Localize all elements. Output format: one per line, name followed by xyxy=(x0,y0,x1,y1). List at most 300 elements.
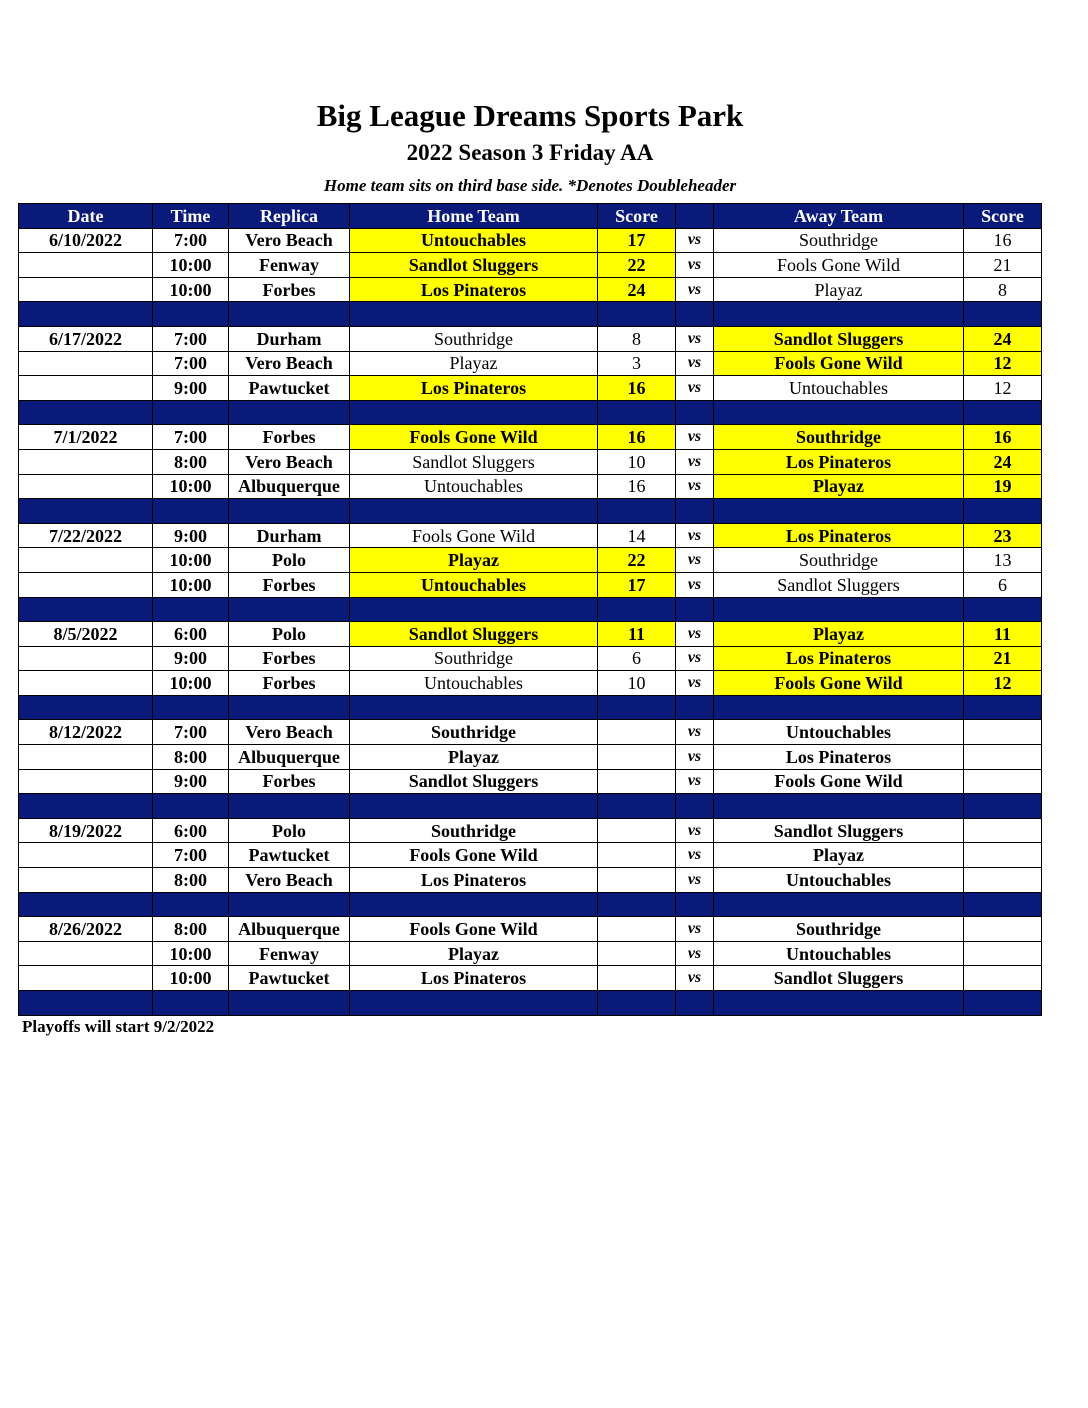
game-replica: Forbes xyxy=(229,425,350,450)
home-score: 10 xyxy=(598,449,676,474)
page-title: Big League Dreams Sports Park xyxy=(316,98,744,133)
game-replica: Vero Beach xyxy=(229,868,350,893)
table-row xyxy=(19,769,1042,794)
schedule-table xyxy=(18,203,1042,1016)
away-team: Playaz xyxy=(714,843,964,868)
away-team: Fools Gone Wild xyxy=(714,253,964,278)
separator-cell xyxy=(229,597,350,622)
page-subtitle: 2022 Season 3 Friday AA xyxy=(406,140,654,165)
separator-cell xyxy=(676,695,714,720)
game-time: 7:00 xyxy=(153,425,229,450)
vs-label: vs xyxy=(676,966,714,991)
away-team: Untouchables xyxy=(714,941,964,966)
vs-label: vs xyxy=(676,277,714,302)
separator-cell xyxy=(598,991,676,1016)
header-date: Date xyxy=(19,204,153,229)
home-team: Southridge xyxy=(350,326,598,351)
home-score xyxy=(598,720,676,745)
game-date: 7/22/2022 xyxy=(19,523,153,548)
separator-cell xyxy=(964,400,1042,425)
away-team: Untouchables xyxy=(714,376,964,401)
vs-label: vs xyxy=(676,818,714,843)
table-header-row xyxy=(19,204,1042,229)
separator-cell xyxy=(19,991,153,1016)
game-date xyxy=(19,548,153,573)
separator-cell xyxy=(350,400,598,425)
separator-cell xyxy=(714,400,964,425)
vs-label: vs xyxy=(676,646,714,671)
away-team: Southridge xyxy=(714,917,964,942)
table-row xyxy=(19,228,1042,253)
table-row xyxy=(19,277,1042,302)
away-team: Southridge xyxy=(714,425,964,450)
vs-label: vs xyxy=(676,917,714,942)
home-team: Playaz xyxy=(350,548,598,573)
game-replica: Pawtucket xyxy=(229,966,350,991)
separator-cell xyxy=(964,794,1042,819)
separator-cell xyxy=(598,892,676,917)
away-team: Sandlot Sluggers xyxy=(714,966,964,991)
away-score: 19 xyxy=(964,474,1042,499)
vs-label: vs xyxy=(676,326,714,351)
separator-cell xyxy=(153,499,229,524)
game-date: 6/10/2022 xyxy=(19,228,153,253)
away-team: Playaz xyxy=(714,277,964,302)
game-date: 6/17/2022 xyxy=(19,326,153,351)
separator-cell xyxy=(676,302,714,327)
separator-cell xyxy=(676,991,714,1016)
away-score: 21 xyxy=(964,253,1042,278)
vs-label: vs xyxy=(676,523,714,548)
home-team: Fools Gone Wild xyxy=(350,425,598,450)
table-row xyxy=(19,548,1042,573)
separator-cell xyxy=(714,695,964,720)
vs-label: vs xyxy=(676,474,714,499)
home-score: 11 xyxy=(598,622,676,647)
game-date xyxy=(19,277,153,302)
away-score: 12 xyxy=(964,671,1042,696)
away-score: 8 xyxy=(964,277,1042,302)
away-team: Fools Gone Wild xyxy=(714,351,964,376)
game-replica: Polo xyxy=(229,548,350,573)
separator-cell xyxy=(19,499,153,524)
table-row xyxy=(19,326,1042,351)
separator-cell xyxy=(598,400,676,425)
game-time: 10:00 xyxy=(153,474,229,499)
separator-cell xyxy=(714,597,964,622)
week-separator-row xyxy=(19,695,1042,720)
table-row xyxy=(19,253,1042,278)
game-time: 7:00 xyxy=(153,351,229,376)
home-team: Fools Gone Wild xyxy=(350,917,598,942)
game-date: 7/1/2022 xyxy=(19,425,153,450)
table-row xyxy=(19,966,1042,991)
game-time: 10:00 xyxy=(153,277,229,302)
game-time: 6:00 xyxy=(153,622,229,647)
game-date xyxy=(19,941,153,966)
vs-label: vs xyxy=(676,622,714,647)
home-team: Fools Gone Wild xyxy=(350,523,598,548)
week-separator-row xyxy=(19,302,1042,327)
week-separator-row xyxy=(19,400,1042,425)
home-team: Sandlot Sluggers xyxy=(350,622,598,647)
game-time: 7:00 xyxy=(153,720,229,745)
separator-cell xyxy=(964,302,1042,327)
separator-cell xyxy=(229,400,350,425)
separator-cell xyxy=(964,695,1042,720)
home-score xyxy=(598,818,676,843)
game-date xyxy=(19,646,153,671)
table-row xyxy=(19,425,1042,450)
home-team: Playaz xyxy=(350,351,598,376)
table-row xyxy=(19,868,1042,893)
home-score: 17 xyxy=(598,572,676,597)
game-time: 8:00 xyxy=(153,917,229,942)
separator-cell xyxy=(714,499,964,524)
separator-cell xyxy=(229,499,350,524)
away-score xyxy=(964,966,1042,991)
separator-cell xyxy=(598,695,676,720)
away-team: Southridge xyxy=(714,228,964,253)
game-time: 10:00 xyxy=(153,253,229,278)
vs-label: vs xyxy=(676,843,714,868)
away-score: 16 xyxy=(964,228,1042,253)
game-replica: Vero Beach xyxy=(229,351,350,376)
game-replica: Forbes xyxy=(229,277,350,302)
table-row xyxy=(19,572,1042,597)
away-team: Sandlot Sluggers xyxy=(714,326,964,351)
vs-label: vs xyxy=(676,941,714,966)
home-team: Playaz xyxy=(350,941,598,966)
home-score: 22 xyxy=(598,253,676,278)
away-score: 21 xyxy=(964,646,1042,671)
home-team: Southridge xyxy=(350,818,598,843)
separator-cell xyxy=(19,597,153,622)
game-date: 8/5/2022 xyxy=(19,622,153,647)
game-time: 10:00 xyxy=(153,941,229,966)
game-time: 9:00 xyxy=(153,523,229,548)
game-replica: Forbes xyxy=(229,572,350,597)
game-time: 9:00 xyxy=(153,769,229,794)
vs-label: vs xyxy=(676,572,714,597)
home-score: 14 xyxy=(598,523,676,548)
separator-cell xyxy=(350,794,598,819)
away-score xyxy=(964,818,1042,843)
home-score: 16 xyxy=(598,376,676,401)
header-home-score: Score xyxy=(598,204,676,229)
home-score xyxy=(598,769,676,794)
home-score: 16 xyxy=(598,474,676,499)
table-row xyxy=(19,622,1042,647)
home-score: 3 xyxy=(598,351,676,376)
header-away-score: Score xyxy=(964,204,1042,229)
table-row xyxy=(19,941,1042,966)
home-score: 16 xyxy=(598,425,676,450)
game-date xyxy=(19,868,153,893)
away-score: 12 xyxy=(964,376,1042,401)
vs-label: vs xyxy=(676,720,714,745)
separator-cell xyxy=(153,400,229,425)
separator-cell xyxy=(153,302,229,327)
vs-label: vs xyxy=(676,425,714,450)
table-row xyxy=(19,646,1042,671)
home-team: Untouchables xyxy=(350,474,598,499)
away-score: 6 xyxy=(964,572,1042,597)
game-time: 7:00 xyxy=(153,326,229,351)
vs-label: vs xyxy=(676,671,714,696)
separator-cell xyxy=(153,892,229,917)
separator-cell xyxy=(153,991,229,1016)
header-vs xyxy=(676,204,714,229)
separator-cell xyxy=(350,499,598,524)
playoffs-note: Playoffs will start 9/2/2022 xyxy=(22,1017,215,1036)
game-date xyxy=(19,376,153,401)
header-time: Time xyxy=(153,204,229,229)
table-row xyxy=(19,523,1042,548)
separator-cell xyxy=(229,794,350,819)
game-time: 10:00 xyxy=(153,966,229,991)
separator-cell xyxy=(714,302,964,327)
game-time: 7:00 xyxy=(153,843,229,868)
home-score: 22 xyxy=(598,548,676,573)
home-team: Sandlot Sluggers xyxy=(350,449,598,474)
home-score xyxy=(598,843,676,868)
game-replica: Albuquerque xyxy=(229,745,350,770)
separator-cell xyxy=(714,892,964,917)
game-replica: Durham xyxy=(229,326,350,351)
vs-label: vs xyxy=(676,745,714,770)
away-score xyxy=(964,868,1042,893)
game-date xyxy=(19,671,153,696)
vs-label: vs xyxy=(676,769,714,794)
separator-cell xyxy=(153,597,229,622)
home-team: Los Pinateros xyxy=(350,868,598,893)
separator-cell xyxy=(964,892,1042,917)
game-replica: Albuquerque xyxy=(229,917,350,942)
vs-label: vs xyxy=(676,449,714,474)
separator-cell xyxy=(676,794,714,819)
away-team: Sandlot Sluggers xyxy=(714,572,964,597)
home-score xyxy=(598,966,676,991)
away-score: 23 xyxy=(964,523,1042,548)
separator-cell xyxy=(350,695,598,720)
game-time: 8:00 xyxy=(153,745,229,770)
home-team: Sandlot Sluggers xyxy=(350,769,598,794)
game-time: 8:00 xyxy=(153,868,229,893)
separator-cell xyxy=(598,302,676,327)
table-row xyxy=(19,351,1042,376)
week-separator-row xyxy=(19,499,1042,524)
away-score: 24 xyxy=(964,449,1042,474)
away-score xyxy=(964,745,1042,770)
game-date xyxy=(19,474,153,499)
week-separator-row xyxy=(19,991,1042,1016)
separator-cell xyxy=(153,695,229,720)
game-date: 8/12/2022 xyxy=(19,720,153,745)
home-team: Los Pinateros xyxy=(350,966,598,991)
separator-cell xyxy=(350,892,598,917)
separator-cell xyxy=(598,794,676,819)
away-score: 16 xyxy=(964,425,1042,450)
game-replica: Forbes xyxy=(229,671,350,696)
game-time: 6:00 xyxy=(153,818,229,843)
away-score xyxy=(964,843,1042,868)
separator-cell xyxy=(676,892,714,917)
vs-label: vs xyxy=(676,548,714,573)
week-separator-row xyxy=(19,597,1042,622)
away-score xyxy=(964,941,1042,966)
table-row xyxy=(19,671,1042,696)
away-score: 11 xyxy=(964,622,1042,647)
game-date: 8/26/2022 xyxy=(19,917,153,942)
separator-cell xyxy=(19,794,153,819)
away-team: Los Pinateros xyxy=(714,646,964,671)
home-team: Southridge xyxy=(350,720,598,745)
separator-cell xyxy=(229,892,350,917)
home-team: Southridge xyxy=(350,646,598,671)
vs-label: vs xyxy=(676,376,714,401)
home-score: 24 xyxy=(598,277,676,302)
game-replica: Vero Beach xyxy=(229,228,350,253)
home-team: Fools Gone Wild xyxy=(350,843,598,868)
separator-cell xyxy=(19,302,153,327)
away-team: Untouchables xyxy=(714,720,964,745)
away-team: Southridge xyxy=(714,548,964,573)
vs-label: vs xyxy=(676,228,714,253)
game-date xyxy=(19,253,153,278)
home-team: Sandlot Sluggers xyxy=(350,253,598,278)
game-date xyxy=(19,745,153,770)
game-date xyxy=(19,449,153,474)
game-time: 9:00 xyxy=(153,646,229,671)
home-score: 17 xyxy=(598,228,676,253)
away-team: Playaz xyxy=(714,474,964,499)
home-score: 8 xyxy=(598,326,676,351)
home-team: Untouchables xyxy=(350,671,598,696)
separator-cell xyxy=(19,400,153,425)
away-team: Los Pinateros xyxy=(714,449,964,474)
game-replica: Polo xyxy=(229,818,350,843)
game-replica: Durham xyxy=(229,523,350,548)
home-score xyxy=(598,917,676,942)
separator-cell xyxy=(229,302,350,327)
table-row xyxy=(19,376,1042,401)
home-score xyxy=(598,868,676,893)
away-team: Playaz xyxy=(714,622,964,647)
game-replica: Forbes xyxy=(229,646,350,671)
game-replica: Vero Beach xyxy=(229,449,350,474)
separator-cell xyxy=(350,991,598,1016)
schedule-note: Home team sits on third base side. *Denotes Doubleheader xyxy=(323,176,737,195)
header-home-team: Home Team xyxy=(350,204,598,229)
away-team: Untouchables xyxy=(714,868,964,893)
game-time: 10:00 xyxy=(153,548,229,573)
home-team: Playaz xyxy=(350,745,598,770)
separator-cell xyxy=(350,302,598,327)
game-date xyxy=(19,843,153,868)
table-row xyxy=(19,917,1042,942)
schedule-body xyxy=(19,228,1042,1015)
away-score: 13 xyxy=(964,548,1042,573)
table-row xyxy=(19,449,1042,474)
home-team: Untouchables xyxy=(350,572,598,597)
game-time: 10:00 xyxy=(153,671,229,696)
home-score xyxy=(598,745,676,770)
game-date: 8/19/2022 xyxy=(19,818,153,843)
game-time: 8:00 xyxy=(153,449,229,474)
away-score: 24 xyxy=(964,326,1042,351)
separator-cell xyxy=(714,991,964,1016)
vs-label: vs xyxy=(676,253,714,278)
game-replica: Fenway xyxy=(229,253,350,278)
separator-cell xyxy=(19,695,153,720)
header-replica: Replica xyxy=(229,204,350,229)
away-team: Los Pinateros xyxy=(714,745,964,770)
week-separator-row xyxy=(19,892,1042,917)
game-replica: Vero Beach xyxy=(229,720,350,745)
home-score: 10 xyxy=(598,671,676,696)
away-score xyxy=(964,917,1042,942)
game-replica: Fenway xyxy=(229,941,350,966)
home-team: Untouchables xyxy=(350,228,598,253)
separator-cell xyxy=(598,597,676,622)
home-score xyxy=(598,941,676,966)
header-away-team: Away Team xyxy=(714,204,964,229)
separator-cell xyxy=(229,695,350,720)
separator-cell xyxy=(964,991,1042,1016)
game-time: 7:00 xyxy=(153,228,229,253)
separator-cell xyxy=(964,499,1042,524)
week-separator-row xyxy=(19,794,1042,819)
game-time: 9:00 xyxy=(153,376,229,401)
vs-label: vs xyxy=(676,868,714,893)
game-replica: Pawtucket xyxy=(229,843,350,868)
game-date xyxy=(19,351,153,376)
table-row xyxy=(19,843,1042,868)
separator-cell xyxy=(714,794,964,819)
table-row xyxy=(19,720,1042,745)
separator-cell xyxy=(153,794,229,819)
separator-cell xyxy=(229,991,350,1016)
game-replica: Forbes xyxy=(229,769,350,794)
away-team: Sandlot Sluggers xyxy=(714,818,964,843)
game-time: 10:00 xyxy=(153,572,229,597)
away-team: Fools Gone Wild xyxy=(714,769,964,794)
game-replica: Pawtucket xyxy=(229,376,350,401)
away-score xyxy=(964,769,1042,794)
table-row xyxy=(19,474,1042,499)
game-replica: Polo xyxy=(229,622,350,647)
game-date xyxy=(19,572,153,597)
away-team: Fools Gone Wild xyxy=(714,671,964,696)
separator-cell xyxy=(676,400,714,425)
away-score: 12 xyxy=(964,351,1042,376)
game-replica: Albuquerque xyxy=(229,474,350,499)
vs-label: vs xyxy=(676,351,714,376)
game-date xyxy=(19,769,153,794)
table-row xyxy=(19,745,1042,770)
home-score: 6 xyxy=(598,646,676,671)
separator-cell xyxy=(598,499,676,524)
separator-cell xyxy=(19,892,153,917)
home-team: Los Pinateros xyxy=(350,376,598,401)
game-date xyxy=(19,966,153,991)
table-row xyxy=(19,818,1042,843)
away-score xyxy=(964,720,1042,745)
home-team: Los Pinateros xyxy=(350,277,598,302)
separator-cell xyxy=(350,597,598,622)
away-team: Los Pinateros xyxy=(714,523,964,548)
